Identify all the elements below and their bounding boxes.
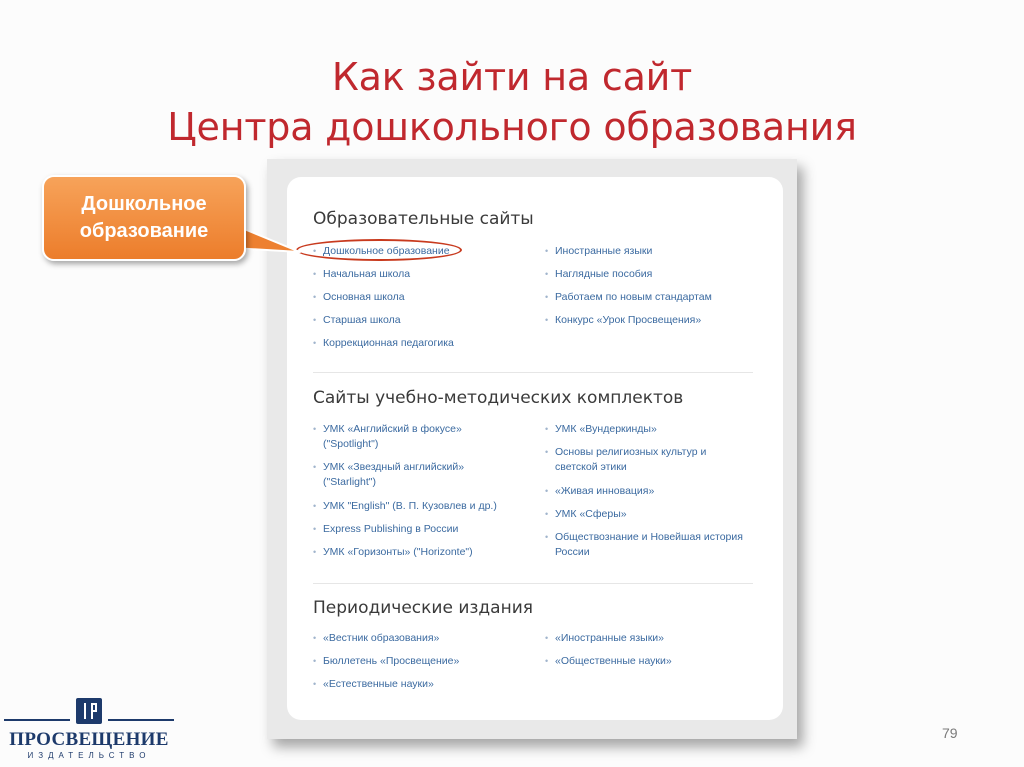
divider [313, 583, 753, 584]
link-lesson-contest[interactable]: • Конкурс «Урок Просвещения» [545, 313, 765, 328]
periodicals-left-column [313, 631, 533, 692]
logo-name: ПРОСВЕЩЕНИЕ [9, 729, 169, 750]
educational-sites-right-column [545, 244, 765, 328]
slide-title-line-2: Центра дошкольного образования [167, 105, 857, 149]
section-heading-educational-sites: Образовательные сайты [313, 209, 534, 229]
link-primary-school[interactable]: • Начальная школа [313, 267, 533, 282]
link-new-standards[interactable]: • Работаем по новым стандартам [545, 290, 765, 305]
callout-line-1: Дошкольное [81, 193, 207, 215]
link-english-kuzovlev[interactable]: • УМК "English" (В. П. Кузовлев и др.) [313, 499, 513, 514]
link-spotlight[interactable]: • УМК «Английский в фокусе» ("Spotlight") [313, 422, 513, 452]
link-natural-sciences[interactable]: • «Естественные науки» [313, 677, 533, 692]
callout-line-2: образование [79, 220, 209, 242]
link-horizonte[interactable]: • УМК «Горизонты» ("Horizonte") [313, 545, 513, 560]
section-heading-periodicals: Периодические издания [313, 598, 533, 618]
divider [313, 372, 753, 373]
logo-subtitle: ИЗДАТЕЛЬСТВО [27, 751, 151, 760]
prosveshchenie-logo [4, 693, 174, 763]
link-education-bulletin[interactable]: • «Вестник образования» [313, 631, 533, 646]
link-visual-aids[interactable]: • Наглядные пособия [545, 267, 765, 282]
section-heading-umk-sites: Сайты учебно-методических комплектов [313, 388, 684, 408]
callout-preschool [42, 175, 246, 261]
link-spheres[interactable]: • УМК «Сферы» [545, 507, 750, 522]
link-preschool-education[interactable]: • Дошкольное образование [313, 244, 533, 259]
page-number: 79 [942, 725, 958, 741]
link-living-innovation[interactable]: • «Живая инновация» [545, 484, 750, 499]
logo-bar-left [4, 719, 70, 721]
link-foreign-languages[interactable]: • Иностранные языки [545, 244, 765, 259]
link-correctional-pedagogy[interactable]: • Коррекционная педагогика [313, 336, 533, 351]
link-basic-school[interactable]: • Основная школа [313, 290, 533, 305]
link-prosveshchenie-bulletin[interactable]: • Бюллетень «Просвещение» [313, 654, 533, 669]
highlight-ring [296, 239, 462, 261]
link-starlight[interactable]: • УМК «Звездный английский» ("Starlight") [313, 460, 488, 490]
slide-title-line-1: Как зайти на сайт [331, 55, 693, 99]
slide-title [0, 52, 1024, 152]
umk-sites-right-column [545, 422, 750, 560]
link-foreign-languages-journal[interactable]: • «Иностранные языки» [545, 631, 765, 646]
link-religious-cultures[interactable]: • Основы религиозных культур и светской этики [545, 445, 730, 475]
link-express-publishing[interactable]: • Express Publishing в России [313, 522, 513, 537]
link-social-sciences-journal[interactable]: • «Общественные науки» [545, 654, 765, 669]
logo-mark-icon [75, 697, 103, 725]
logo-bar-right [108, 719, 174, 721]
periodicals-right-column [545, 631, 765, 669]
link-social-studies-history[interactable]: • Обществознание и Новейшая история России [545, 530, 755, 560]
umk-sites-left-column [313, 422, 513, 560]
link-senior-school[interactable]: • Старшая школа [313, 313, 533, 328]
link-wunderkinder[interactable]: • УМК «Вундеркинды» [545, 422, 750, 437]
